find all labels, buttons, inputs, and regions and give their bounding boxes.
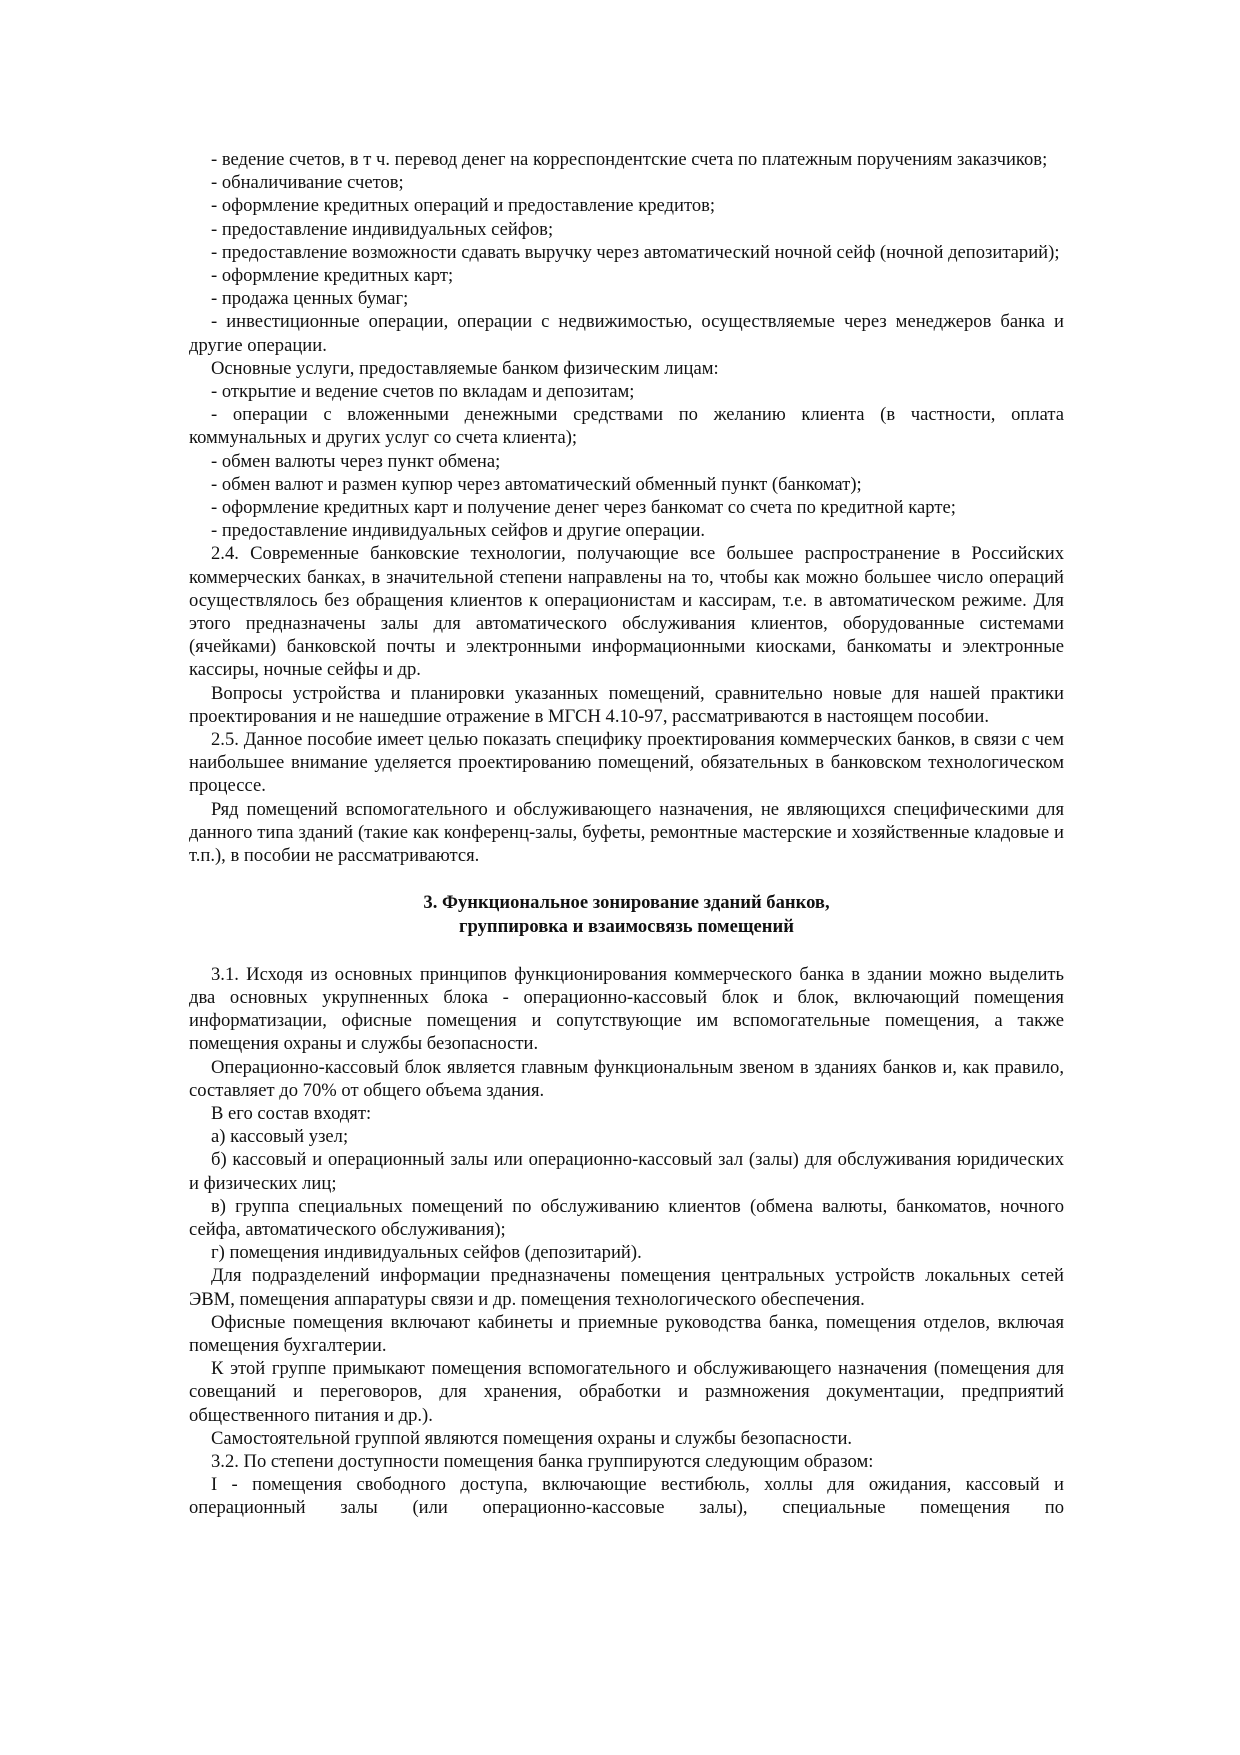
paragraph: В его состав входят:	[211, 1102, 372, 1124]
section-3-text	[189, 963, 1064, 1520]
paragraph: а) кассовый узел;	[211, 1126, 349, 1148]
paragraph: Основные услуги, предоставляемые банком физическим лицам:	[211, 357, 719, 379]
paragraph: - операции с вложенными денежными средствами по желанию клиента (в частности, оплата коммунальных и других услуг со счета клиента);	[189, 404, 1064, 449]
paragraph: г) помещения индивидуальных сейфов (депозитарий).	[211, 1242, 642, 1264]
paragraph: Для подразделений информации предназначены помещения центральных устройств локальных сетей ЭВМ, помещения аппаратуры связи и др. помещения технологического обеспечения.	[189, 1265, 1064, 1310]
paragraph: - обмен валюты через пункт обмена;	[211, 450, 501, 472]
paragraph: Вопросы устройства и планировки указанных помещений, сравнительно новые для нашей практики проектирования и не нашедшие отражение в МГСН 4.10-97, рассматриваются в настоящем пособии.	[189, 682, 1064, 727]
document-page	[189, 148, 1064, 1520]
paragraph: - открытие и ведение счетов по вкладам и депозитам;	[211, 381, 635, 403]
paragraph: - инвестиционные операции, операции с недвижимостью, осуществляемые через менеджеров банка и другие операции.	[189, 311, 1064, 356]
paragraph: - продажа ценных бумаг;	[211, 288, 409, 310]
paragraph: К этой группе примыкают помещения вспомогательного и обслуживающего назначения (помещения для совещаний и переговоров, для хранения, обработки и размножения документации, предприятий общественного питания и др.).	[189, 1358, 1064, 1426]
paragraph: - предоставление возможности сдавать выручку через автоматический ночной сейф (ночной депозитарий);	[211, 241, 1060, 263]
section-heading-line-1: 3. Функциональное зонирование зданий банков,	[423, 892, 830, 914]
paragraph: Самостоятельной группой являются помещения охраны и службы безопасности.	[211, 1427, 853, 1449]
paragraph: 2.4. Современные банковские технологии, получающие все большее распространение в Российских коммерческих банках, в значительной степени направлены на то, чтобы как можно большее число операций осуществлялось без обращения клиентов к операционистам и кассирам, т.е. в автоматическом режиме. Для этого предназначены залы для автоматического обслуживания клиентов, оборудованные системами (ячейками) банковской почты и электронными информационными киосками, банкоматы и электронные кассиры, ночные сейфы и др.	[189, 543, 1064, 681]
paragraph: б) кассовый и операционный залы или операционно-кассовый зал (залы) для обслуживания юридических и физических лиц;	[189, 1149, 1064, 1194]
paragraph: - оформление кредитных карт;	[211, 265, 454, 287]
paragraph: - обмен валют и размен купюр через автоматический обменный пункт (банкомат);	[211, 473, 862, 495]
section-heading-line-2: группировка и взаимосвязь помещений	[459, 915, 794, 937]
paragraph: - оформление кредитных операций и предоставление кредитов;	[211, 195, 716, 217]
section-heading	[189, 891, 1064, 937]
section-2-text	[189, 148, 1064, 867]
paragraph: - ведение счетов, в т ч. перевод денег на корреспондентские счета по платежным поручениям заказчиков;	[211, 149, 1048, 170]
paragraph: 3.1. Исходя из основных принципов функционирования коммерческого банка в здании можно выделить два основных укрупненных блока - операционно-кассовый блок и блок, включающий помещения информатизации, офисные помещения и сопутствующие им вспомогательные помещения, а также помещения охраны и службы безопасности.	[189, 963, 1064, 1055]
paragraph: - предоставление индивидуальных сейфов;	[211, 218, 554, 240]
paragraph: в) группа специальных помещений по обслуживанию клиентов (обмена валюты, банкоматов, ночного сейфа, автоматического обслуживания);	[189, 1195, 1064, 1240]
paragraph: 3.2. По степени доступности помещения банка группируются следующим образом:	[211, 1450, 874, 1472]
paragraph: I - помещения свободного доступа, включающие вестибюль, холлы для ожидания, кассовый и операционный залы (или операционно-кассовые залы), специальные помещения по	[189, 1474, 1064, 1519]
paragraph: - оформление кредитных карт и получение денег через банкомат со счета по кредитной карте;	[211, 497, 956, 519]
paragraph: Ряд помещений вспомогательного и обслуживающего назначения, не являющихся специфическими для данного типа зданий (такие как конференц-залы, буфеты, ремонтные мастерские и хозяйственные кладовые и т.п.), в пособии не рассматриваются.	[189, 798, 1064, 867]
paragraph: Офисные помещения включают кабинеты и приемные руководства банка, помещения отделов, включая помещения бухгалтерии.	[189, 1311, 1064, 1356]
paragraph: - предоставление индивидуальных сейфов и другие операции.	[211, 520, 706, 542]
paragraph: - обналичивание счетов;	[211, 172, 404, 194]
paragraph: 2.5. Данное пособие имеет целью показать специфику проектирования коммерческих банков, в связи с чем наибольшее внимание уделяется проектированию помещений, обязательных в банковском технологическом процессе.	[189, 729, 1064, 797]
paragraph: Операционно-кассовый блок является главным функциональным звеном в зданиях банков и, как правило, составляет до 70% от общего объема здания.	[189, 1056, 1064, 1101]
